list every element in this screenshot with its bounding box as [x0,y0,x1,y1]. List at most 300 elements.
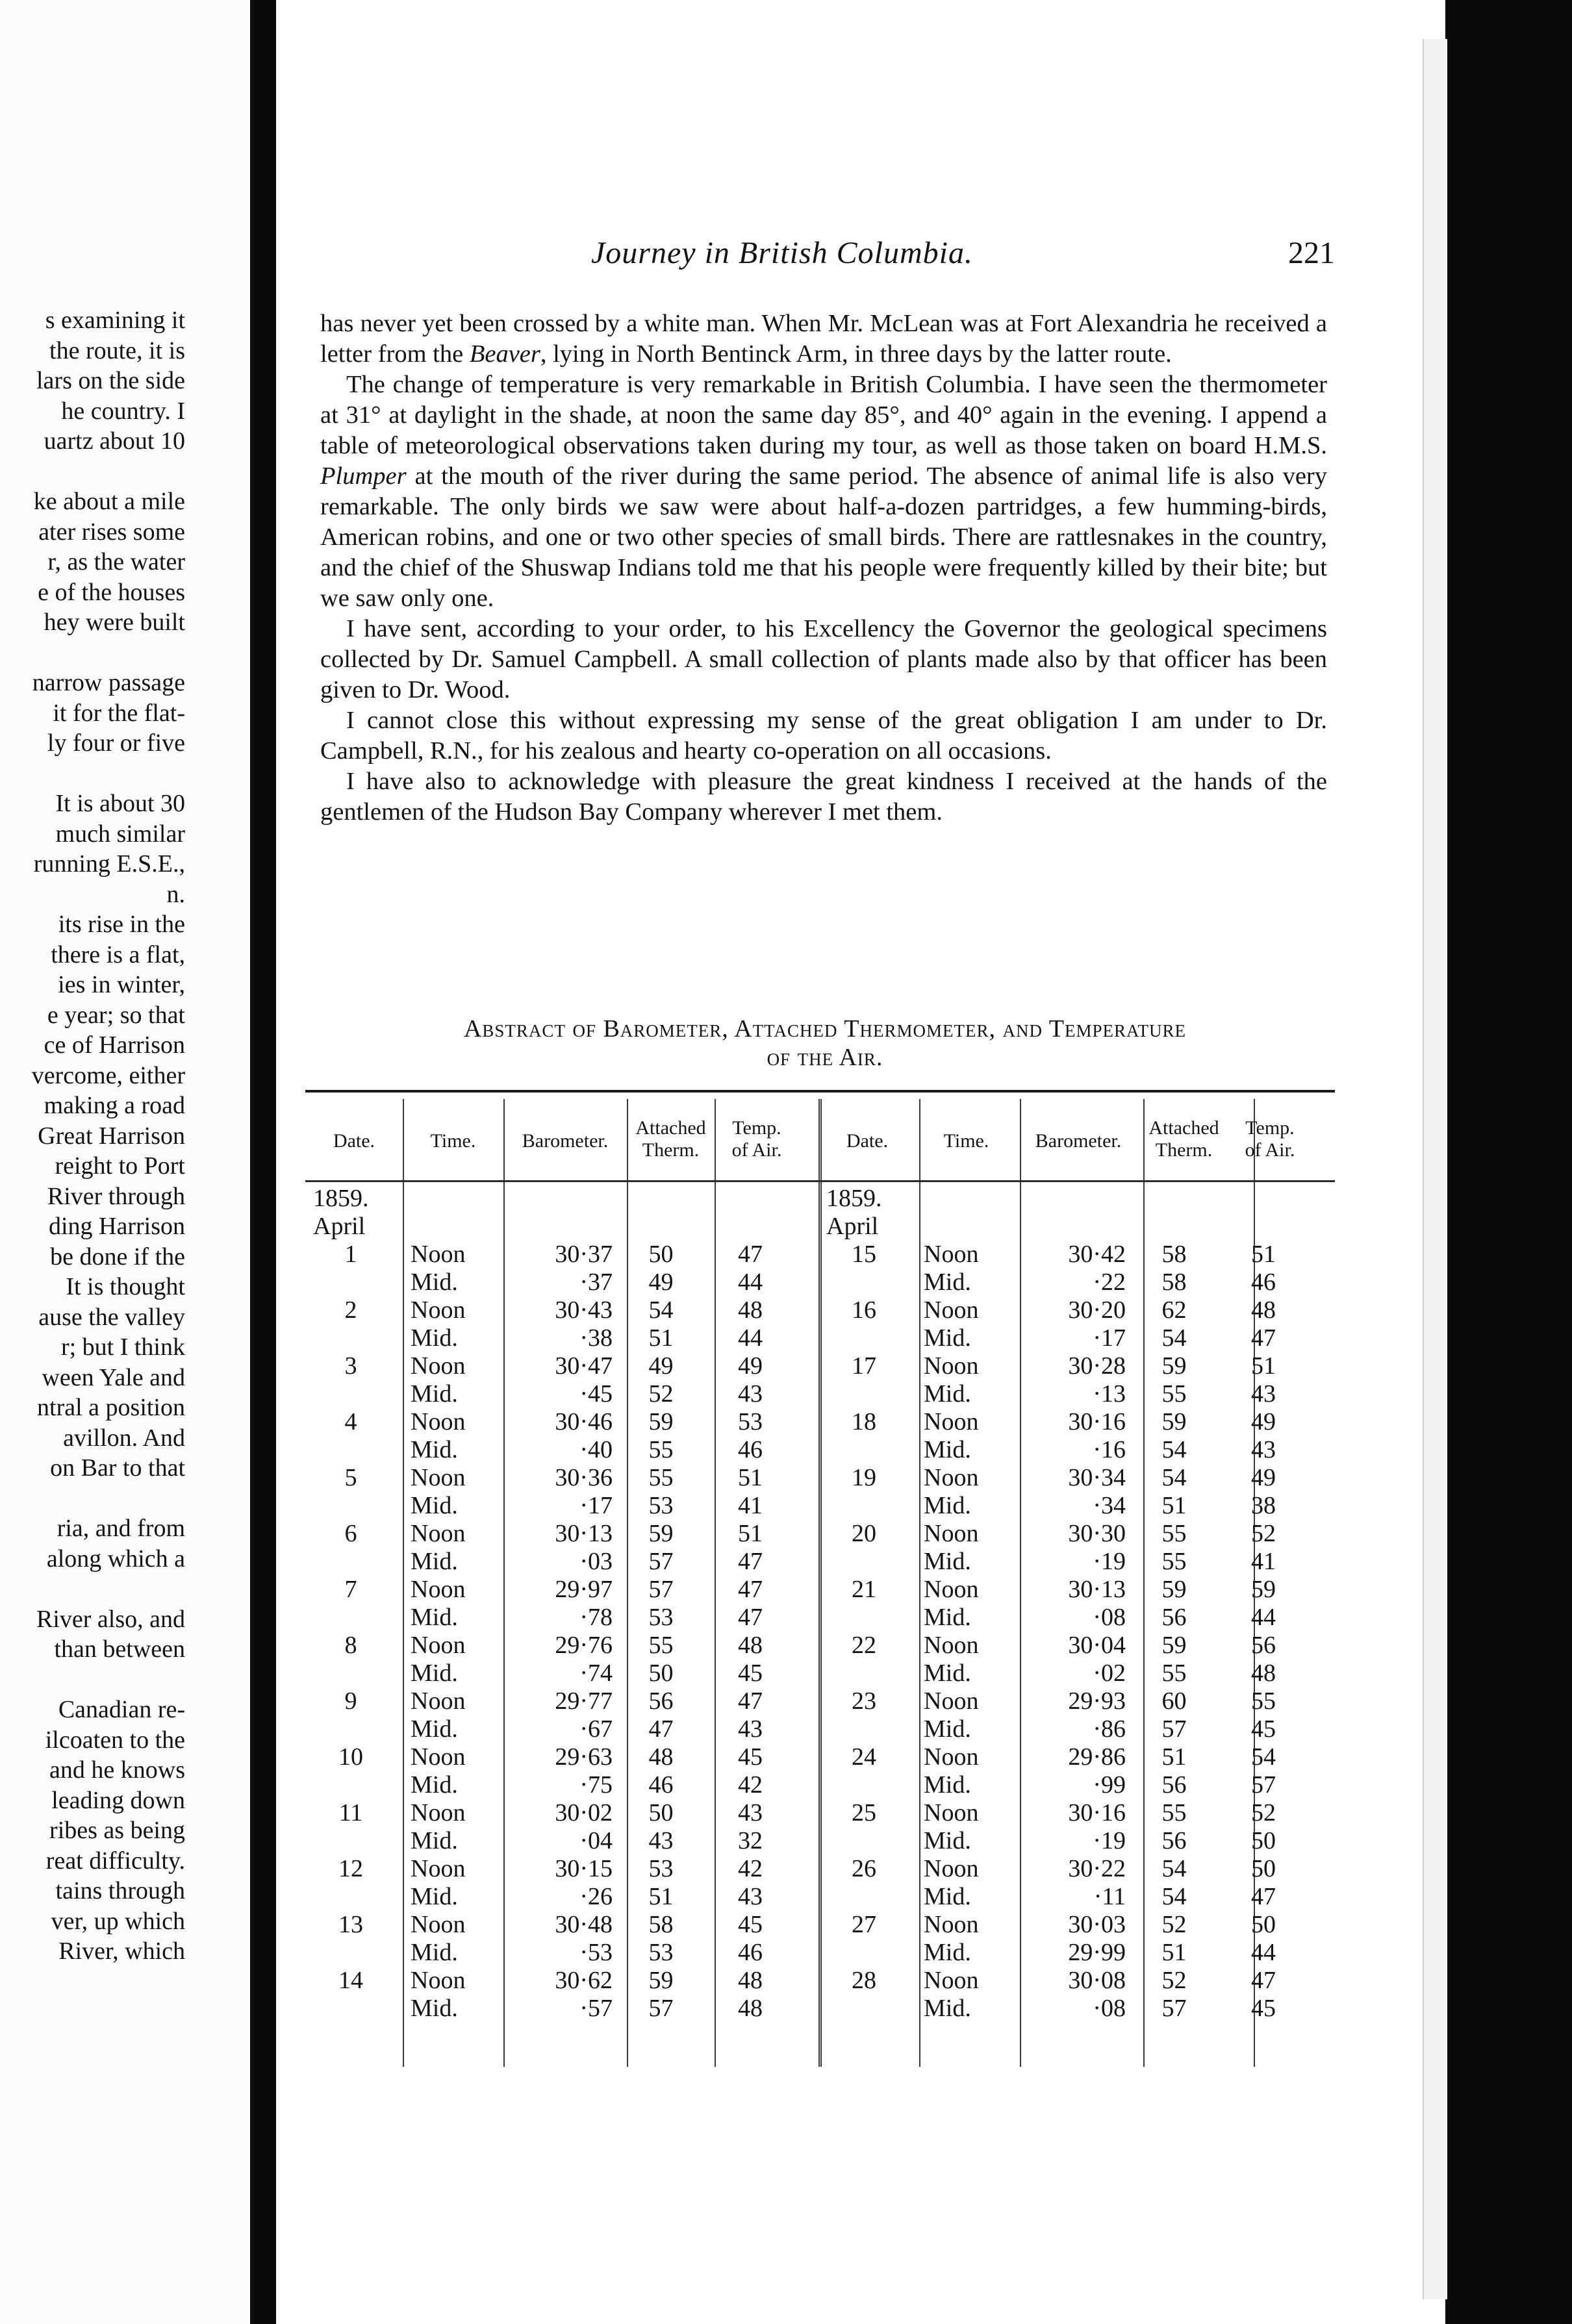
attached-therm-cell: 43 [648,1827,674,1854]
time-cell: Noon [411,1799,466,1826]
temp-of-air-cell: 46 [738,1939,763,1966]
temp-of-air-cell: 41 [738,1492,763,1519]
facing-page-line: ies in winter, [58,971,185,998]
time-cell: Noon [924,1687,979,1715]
facing-page-line: along which a [46,1545,185,1572]
time-cell: Mid. [924,1771,971,1799]
time-cell: Noon [411,1576,466,1603]
header-line: Attached [1148,1117,1219,1139]
time-cell: Noon [924,1743,979,1771]
barometer-cell: 30·16 [1068,1799,1126,1826]
time-cell: Mid. [411,1269,458,1296]
facing-page-lines [32,305,185,1967]
barometer-cell: 30·04 [1068,1632,1126,1659]
ship-name: Plumper [320,462,407,490]
time-cell: Noon [411,1967,466,1994]
time-cell: Mid. [411,1604,458,1631]
temp-of-air-cell: 48 [1251,1296,1276,1324]
barometer-cell: 29·76 [555,1632,613,1659]
time-cell: Mid. [924,1604,971,1631]
temp-of-air-cell: 44 [738,1269,763,1296]
barometer-cell: 30·62 [555,1967,613,1994]
barometer-cell: 30·03 [1068,1911,1126,1938]
facing-page-gap [32,1574,185,1604]
temp-of-air-cell: 41 [1251,1548,1276,1575]
date-cell: 9 [344,1687,357,1715]
time-cell: Mid. [411,1492,458,1519]
header-attached-therm [627,1117,715,1161]
date-cell: 10 [338,1743,363,1771]
facing-page-line: ater rises some [38,518,185,546]
barometer-cell: ·75 [579,1771,613,1799]
time-cell: Noon [924,1632,979,1659]
barometer-cell: ·40 [579,1436,613,1463]
header-time: Time. [430,1130,476,1152]
time-cell: Mid. [411,1660,458,1687]
barometer-cell: 30·08 [1068,1967,1126,1994]
attached-therm-cell: 54 [1161,1855,1187,1882]
barometer-cell: ·53 [579,1939,613,1966]
header-attached-therm [1140,1117,1228,1161]
facing-page-line: uartz about 10 [44,427,185,455]
facing-page-line: and he knows [49,1756,185,1784]
facing-page-line: e of the houses [38,578,185,606]
time-cell: Noon [411,1296,466,1324]
facing-page-line: running E.S.E., [33,850,185,878]
date-cell: 2 [344,1296,357,1324]
barometer-cell: ·99 [1093,1771,1126,1799]
attached-therm-cell: 51 [648,1883,674,1910]
attached-therm-cell: 52 [1161,1911,1187,1938]
facing-page-line: ly four or five [47,729,185,757]
facing-page-line: ce of Harrison [44,1031,185,1059]
date-cell: 14 [338,1967,363,1994]
time-cell: Noon [411,1687,466,1715]
temp-of-air-cell: 51 [1251,1352,1276,1380]
attached-therm-cell: 49 [648,1352,674,1380]
attached-therm-cell: 57 [1161,1715,1187,1743]
barometer-cell: ·86 [1093,1715,1126,1743]
date-cell: 21 [852,1576,876,1603]
facing-page-gap [32,759,185,789]
barometer-cell: ·04 [579,1827,613,1854]
attached-therm-cell: 58 [648,1911,674,1938]
paragraph-1: has never yet been crossed by a white man. When Mr. McLean was at Fort Alexandria he received a letter from the Beaver, lying in North Bentinck Arm, in three days by the latter route. [320,310,1327,368]
temp-of-air-cell: 50 [1251,1827,1276,1854]
time-cell: Noon [924,1296,979,1324]
barometer-cell: 30·13 [1068,1576,1126,1603]
facing-page-line: ween Yale and [42,1363,185,1391]
time-cell: Mid. [924,1660,971,1687]
header-line: Attached [635,1117,706,1139]
time-cell: Noon [924,1576,979,1603]
time-cell: Mid. [924,1380,971,1408]
barometer-cell: ·34 [1093,1492,1126,1519]
attached-therm-cell: 50 [648,1660,674,1687]
temp-of-air-cell: 38 [1251,1492,1276,1519]
facing-page-line: lars on the side [36,367,185,394]
attached-therm-cell: 57 [648,1548,674,1575]
attached-therm-cell: 54 [1161,1464,1187,1491]
date-cell: 6 [344,1520,357,1547]
time-cell: Mid. [924,1995,971,2022]
header-barometer: Barometer. [522,1130,609,1152]
time-cell: Noon [411,1464,466,1491]
facing-page-line: its rise in the [58,911,185,938]
date-cell: 3 [344,1352,357,1380]
temp-of-air-cell: 47 [1251,1883,1276,1910]
facing-page-line: reight to Port [55,1152,185,1180]
date-cell: 26 [852,1855,876,1882]
facing-page-line: n. [166,880,185,908]
attached-therm-cell: 55 [648,1632,674,1659]
temp-of-air-cell: 46 [738,1436,763,1463]
temp-of-air-cell: 45 [1251,1995,1276,2022]
attached-therm-cell: 53 [648,1604,674,1631]
temp-of-air-cell: 48 [738,1296,763,1324]
temp-of-air-cell: 43 [738,1883,763,1910]
barometer-cell: 30·13 [555,1520,613,1547]
time-cell: Noon [924,1241,979,1268]
time-cell: Mid. [411,1324,458,1352]
facing-page-fragment [0,0,250,2324]
facing-page-line: r, as the water [47,548,185,575]
time-cell: Mid. [924,1883,971,1910]
barometer-cell: ·13 [1093,1380,1126,1408]
time-cell: Mid. [924,1436,971,1463]
time-cell: Mid. [411,1380,458,1408]
barometer-cell: 30·46 [555,1408,613,1435]
attached-therm-cell: 57 [648,1576,674,1603]
facing-page-gap [32,1484,185,1514]
time-cell: Noon [411,1520,466,1547]
facing-page-line: hey were built [44,609,185,636]
facing-page-line: it for the flat- [53,699,185,727]
attached-therm-cell: 55 [648,1464,674,1491]
attached-therm-cell: 47 [648,1715,674,1743]
attached-therm-cell: 50 [648,1799,674,1826]
date-cell: 8 [344,1632,357,1659]
attached-therm-cell: 54 [648,1296,674,1324]
facing-page-line: narrow passage [32,669,185,696]
attached-therm-cell: 51 [648,1324,674,1352]
attached-therm-cell: 50 [648,1241,674,1268]
table-year: 1859. [313,1185,369,1212]
facing-page-line: Canadian re- [58,1696,185,1723]
barometer-cell: 29·77 [555,1687,613,1715]
table-caption-line-2: of the Air. [767,1044,883,1071]
time-cell: Noon [924,1799,979,1826]
time-cell: Mid. [411,1715,458,1743]
barometer-cell: 29·86 [1068,1743,1126,1771]
time-cell: Mid. [411,1939,458,1966]
barometer-cell: ·19 [1093,1548,1126,1575]
header-date: Date. [333,1130,375,1152]
header-temp-of-air [715,1117,799,1161]
time-cell: Noon [924,1352,979,1380]
attached-therm-cell: 56 [1161,1827,1187,1854]
attached-therm-cell: 55 [1161,1660,1187,1687]
date-cell: 22 [852,1632,876,1659]
facing-page-line: s examining it [45,307,185,334]
facing-page-line: much similar [55,820,185,848]
facing-page-line: ilcoaten to the [45,1726,185,1754]
time-cell: Noon [411,1632,466,1659]
attached-therm-cell: 55 [1161,1548,1187,1575]
header-barometer: Barometer. [1035,1130,1122,1152]
header-line: Therm. [642,1139,700,1161]
facing-page-line: ntral a position [37,1394,185,1421]
facing-page-gap [32,1665,185,1695]
temp-of-air-cell: 45 [1251,1715,1276,1743]
barometer-cell: ·17 [1093,1324,1126,1352]
abbreviation: R.N. [429,737,477,764]
temp-of-air-cell: 47 [738,1687,763,1715]
barometer-cell: 30·36 [555,1464,613,1491]
barometer-cell: ·45 [579,1380,613,1408]
attached-therm-cell: 57 [1161,1995,1187,2022]
running-title: Journey in British Columbia. [591,236,973,270]
temp-of-air-cell: 43 [1251,1436,1276,1463]
facing-page-line: there is a flat, [51,941,185,968]
attached-therm-cell: 54 [1161,1436,1187,1463]
ship-name: Beaver [469,340,540,368]
attached-therm-cell: 55 [1161,1799,1187,1826]
attached-therm-cell: 51 [1161,1743,1187,1771]
facing-page-line: River also, and [36,1605,185,1633]
barometer-cell: ·16 [1093,1436,1126,1463]
barometer-cell: 30·22 [1068,1855,1126,1882]
date-cell: 20 [852,1520,876,1547]
temp-of-air-cell: 44 [738,1324,763,1352]
facing-page-line: Great Harrison [38,1122,185,1150]
attached-therm-cell: 53 [648,1855,674,1882]
body-text [320,309,1327,827]
barometer-cell: 30·30 [1068,1520,1126,1547]
time-cell: Mid. [924,1492,971,1519]
attached-therm-cell: 59 [1161,1352,1187,1380]
temp-of-air-cell: 49 [1251,1408,1276,1435]
attached-therm-cell: 51 [1161,1939,1187,1966]
attached-therm-cell: 56 [648,1687,674,1715]
date-cell: 24 [852,1743,876,1771]
temp-of-air-cell: 51 [1251,1241,1276,1268]
facing-page-gap [32,638,185,668]
attached-therm-cell: 55 [648,1436,674,1463]
temp-of-air-cell: 43 [738,1799,763,1826]
barometer-cell: 30·42 [1068,1241,1126,1268]
attached-therm-cell: 60 [1161,1687,1187,1715]
temp-of-air-cell: 45 [738,1743,763,1771]
temp-of-air-cell: 49 [1251,1464,1276,1491]
attached-therm-cell: 55 [1161,1380,1187,1408]
temp-of-air-cell: 49 [738,1352,763,1380]
attached-therm-cell: 54 [1161,1324,1187,1352]
header-date: Date. [846,1130,889,1152]
time-cell: Mid. [411,1827,458,1854]
date-cell: 18 [852,1408,876,1435]
time-cell: Mid. [924,1939,971,1966]
table-month: April [313,1213,366,1240]
temp-of-air-cell: 42 [738,1771,763,1799]
attached-therm-cell: 46 [648,1771,674,1799]
temp-of-air-cell: 44 [1251,1604,1276,1631]
temp-of-air-cell: 51 [738,1464,763,1491]
date-cell: 19 [852,1464,876,1491]
barometer-cell: 30·15 [555,1855,613,1882]
facing-page-line: tains through [55,1877,185,1904]
paragraph-2: The change of temperature is very remarkable in British Columbia. I have seen the thermometer at 31° at daylight in the shade, at noon the same day 85°, and 40° again in the evening. I append a table of meteorological observations taken during my tour, as well as those taken on board H.M.S. Plumper at the mouth of the river during the same period. The absence of animal life is also very remarkable. The only birds we saw were about half-a-dozen partridges, a few humming-birds, American robins, and one or two other species of small birds. There are rattlesnakes in the country, and the chief of the Shuswap Indians told me that his people were frequently killed by their bite; but we saw only one. [320,371,1327,612]
temp-of-air-cell: 48 [738,1995,763,2022]
attached-therm-cell: 59 [1161,1576,1187,1603]
attached-therm-cell: 59 [1161,1632,1187,1659]
header-rule [305,1180,1335,1182]
column-divider [403,1099,404,2067]
barometer-cell: 30·37 [555,1241,613,1268]
facing-page-line: e year; so that [47,1001,185,1029]
attached-therm-cell: 52 [648,1380,674,1408]
attached-therm-cell: 58 [1161,1241,1187,1268]
time-cell: Noon [924,1464,979,1491]
time-cell: Noon [924,1911,979,1938]
header-line: Therm. [1155,1139,1213,1161]
scan-background-right [1445,0,1572,2324]
attached-therm-cell: 52 [1161,1967,1187,1994]
facing-page-line: making a road [44,1092,185,1119]
temp-of-air-cell: 45 [738,1660,763,1687]
time-cell: Noon [411,1408,466,1435]
time-cell: Mid. [411,1548,458,1575]
temp-of-air-cell: 47 [738,1576,763,1603]
page-number: 221 [1288,236,1335,270]
barometer-cell: 29·97 [555,1576,613,1603]
temp-of-air-cell: 52 [1251,1799,1276,1826]
date-cell: 23 [852,1687,876,1715]
barometer-cell: 29·63 [555,1743,613,1771]
temp-of-air-cell: 52 [1251,1520,1276,1547]
table-caption [315,1015,1335,1072]
temp-of-air-cell: 48 [738,1967,763,1994]
temp-of-air-cell: 32 [738,1827,763,1854]
date-cell: 17 [852,1352,876,1380]
date-cell: 4 [344,1408,357,1435]
date-cell: 16 [852,1296,876,1324]
temp-of-air-cell: 47 [1251,1324,1276,1352]
date-cell: 11 [338,1799,363,1826]
barometer-cell: 30·28 [1068,1352,1126,1380]
temp-of-air-cell: 42 [738,1855,763,1882]
barometer-cell: 29·93 [1068,1687,1126,1715]
barometer-cell: 30·47 [555,1352,613,1380]
attached-therm-cell: 53 [648,1492,674,1519]
time-cell: Noon [924,1967,979,1994]
time-cell: Noon [411,1911,466,1938]
page-edge [1423,39,1447,2299]
attached-therm-cell: 48 [648,1743,674,1771]
barometer-cell: ·26 [579,1883,613,1910]
date-cell: 15 [852,1241,876,1268]
facing-page-line: vercome, either [31,1061,185,1089]
table-year: 1859. [826,1185,882,1212]
time-cell: Noon [411,1743,466,1771]
column-divider [919,1099,920,2067]
temp-of-air-cell: 45 [738,1911,763,1938]
facing-page-line: It is thought [66,1273,185,1300]
date-cell: 12 [338,1855,363,1882]
time-cell: Mid. [924,1548,971,1575]
time-cell: Mid. [411,1995,458,2022]
paragraph-5: I have also to acknowledge with pleasure the great kindness I received at the hands of the gentlemen of the Hudson Bay Company wherever I met them. [320,768,1327,826]
barometer-cell: 30·34 [1068,1464,1126,1491]
facing-page-gap [32,457,185,487]
time-cell: Noon [924,1855,979,1882]
attached-therm-cell: 62 [1161,1296,1187,1324]
time-cell: Mid. [411,1436,458,1463]
temp-of-air-cell: 48 [1251,1660,1276,1687]
attached-therm-cell: 59 [648,1520,674,1547]
temp-of-air-cell: 55 [1251,1687,1276,1715]
barometer-cell: ·57 [579,1995,613,2022]
attached-therm-cell: 57 [648,1995,674,2022]
time-cell: Mid. [924,1827,971,1854]
time-cell: Noon [924,1408,979,1435]
facing-page-line: ke about a mile [33,488,185,515]
header-temp-of-air [1228,1117,1312,1161]
attached-therm-cell: 59 [648,1967,674,1994]
paragraph-3: I have sent, according to your order, to his Excellency the Governor the geological specimens collected by Dr. Samuel Campbell. A small collection of plants made also by that officer has been given to Dr. Wood. [320,615,1327,703]
temp-of-air-cell: 56 [1251,1632,1276,1659]
barometer-cell: 30·16 [1068,1408,1126,1435]
facing-page-line: ver, up which [51,1907,185,1935]
facing-page-line: the route, it is [49,336,185,364]
barometer-cell: ·08 [1093,1604,1126,1631]
barometer-cell: ·11 [1093,1883,1126,1910]
time-cell: Mid. [411,1771,458,1799]
barometer-cell: 30·43 [555,1296,613,1324]
barometer-cell: 30·48 [555,1911,613,1938]
time-cell: Noon [411,1855,466,1882]
attached-therm-cell: 54 [1161,1883,1187,1910]
facing-page-line: It is about 30 [55,790,185,817]
facing-page-line: than between [54,1636,185,1663]
barometer-cell: 30·02 [555,1799,613,1826]
date-cell: 28 [852,1967,876,1994]
attached-therm-cell: 59 [648,1408,674,1435]
time-cell: Noon [924,1520,979,1547]
running-head [276,235,1335,281]
temp-of-air-cell: 47 [738,1241,763,1268]
date-cell: 13 [338,1911,363,1938]
temp-of-air-cell: 51 [738,1520,763,1547]
time-cell: Noon [411,1241,466,1268]
temp-of-air-cell: 43 [738,1380,763,1408]
attached-therm-cell: 55 [1161,1520,1187,1547]
temp-of-air-cell: 46 [1251,1269,1276,1296]
temp-of-air-cell: 44 [1251,1939,1276,1966]
facing-page-line: River through [47,1182,185,1210]
header-time: Time. [943,1130,989,1152]
barometer-cell: 30·20 [1068,1296,1126,1324]
temp-of-air-cell: 50 [1251,1911,1276,1938]
barometer-cell: ·67 [579,1715,613,1743]
header-line: Temp. [1245,1117,1295,1139]
facing-page-line: on Bar to that [50,1454,185,1482]
facing-page-line: River, which [58,1938,185,1965]
facing-page-line: avillon. And [63,1424,185,1452]
weather-table [305,1090,1335,2057]
time-cell: Noon [411,1352,466,1380]
barometer-cell: ·08 [1093,1995,1126,2022]
